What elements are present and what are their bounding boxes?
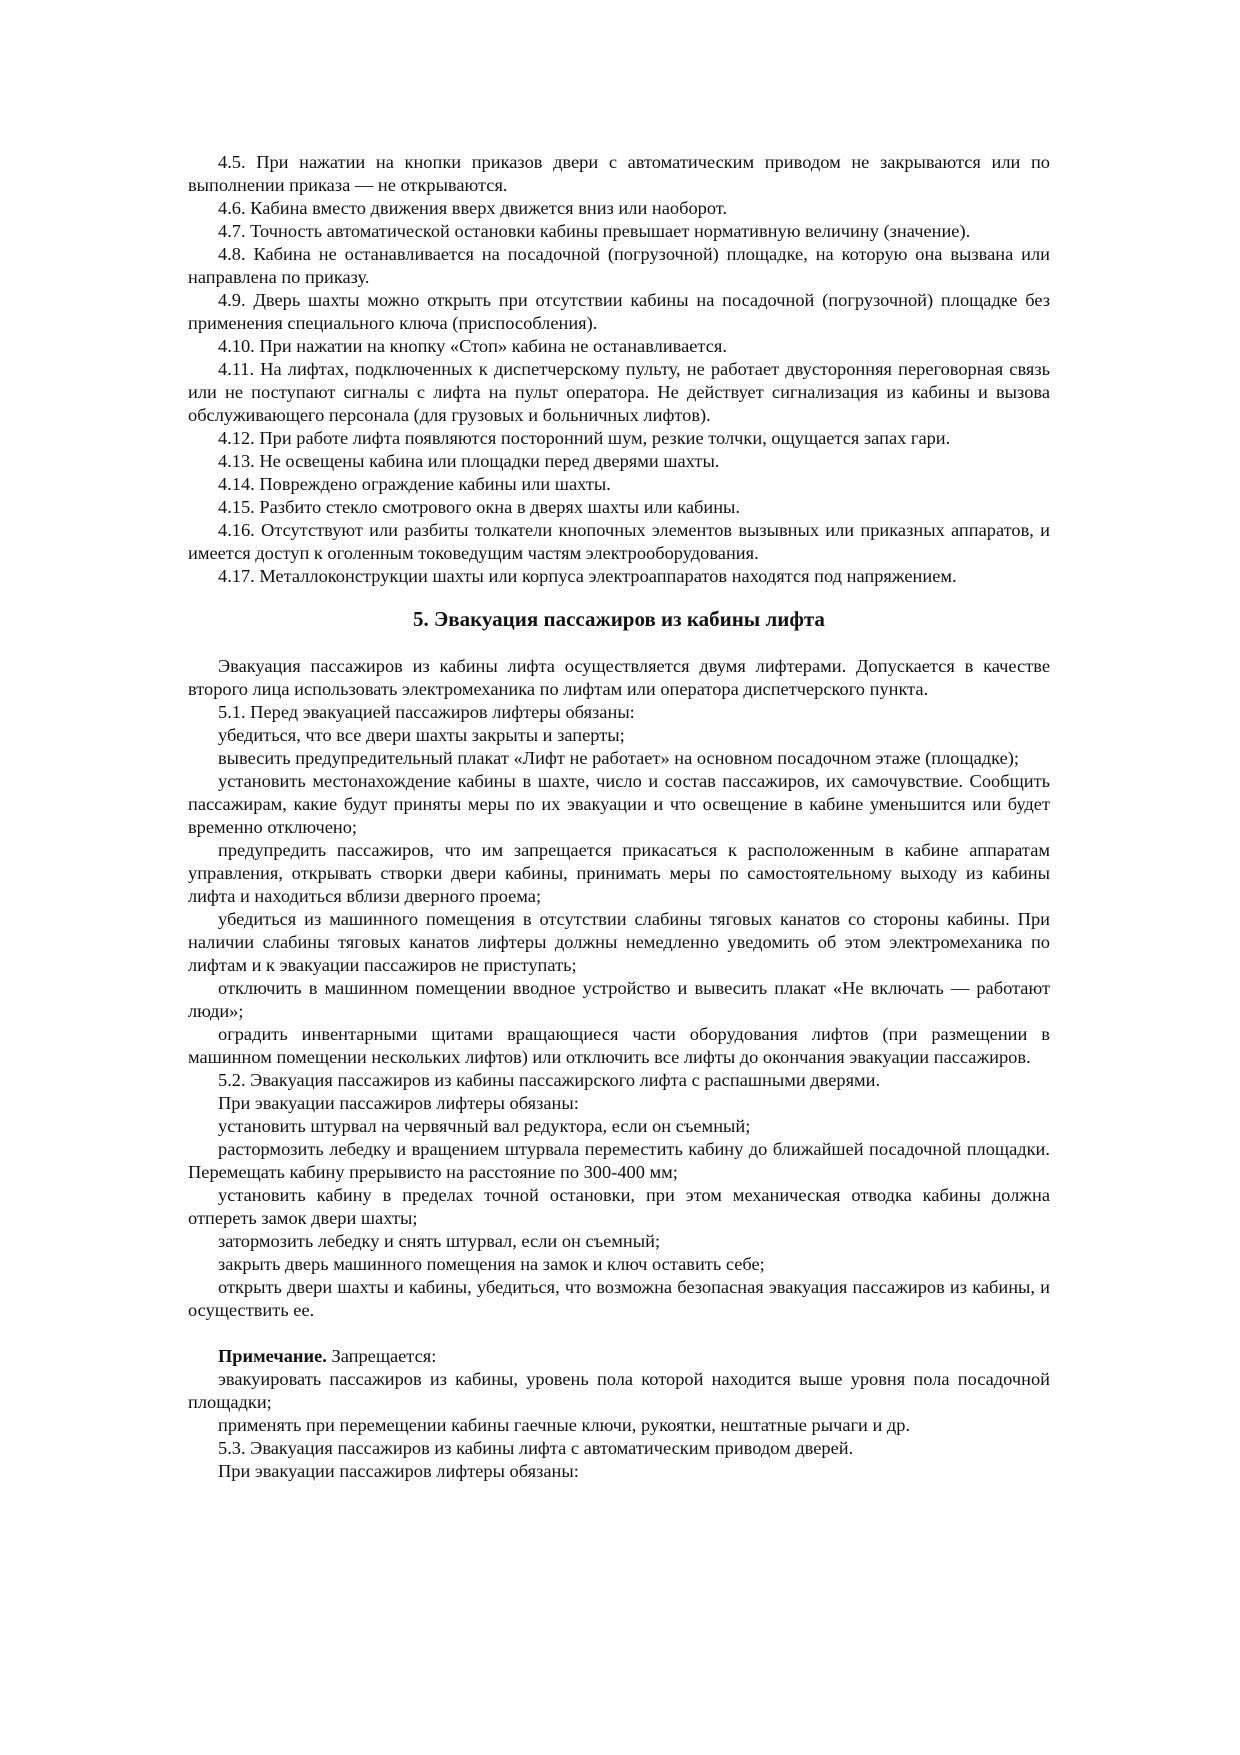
list-item-4-15: 4.15. Разбито стекло смотрового окна в дверях шахты или кабины.: [218, 497, 741, 517]
list-item-4-17: 4.17. Металлоконструкции шахты или корпуса электроаппаратов находятся под напряжением.: [218, 566, 957, 586]
section-5-3: [188, 1437, 1050, 1483]
paragraph: предупредить пассажиров, что им запрещается прикасаться к расположенным в кабине аппаратам управления, открывать створки двери кабины, принимать меры по самостоятельному выходу из кабины лифта и находиться вблизи дверного проема;: [188, 840, 1050, 906]
paragraph: отключить в машинном помещении вводное устройство и вывесить плакат «Не включать — работают люди»;: [188, 978, 1050, 1021]
spacer: [188, 1322, 1050, 1345]
list-item-4-5: 4.5. При нажатии на кнопки приказов двери с автоматическим приводом не закрываются или по выполнении приказа — не открываются.: [188, 152, 1050, 195]
paragraph: оградить инвентарными щитами вращающиеся части оборудования лифтов (при размещении в машинном помещении нескольких лифтов) или отключить все лифты до окончания эвакуации пассажиров.: [188, 1024, 1050, 1067]
list-item-4-7: 4.7. Точность автоматической остановки кабины превышает нормативную величину (значение).: [218, 221, 971, 241]
section-4-list: [188, 151, 1050, 588]
paragraph: вывесить предупредительный плакат «Лифт не работает» на основном посадочном этаже (площадке);: [218, 748, 1020, 768]
list-item-4-14: 4.14. Повреждено ограждение кабины или шахты.: [218, 474, 611, 494]
list-item-4-10: 4.10. При нажатии на кнопку «Стоп» кабина не останавливается.: [218, 336, 727, 356]
paragraph: затормозить лебедку и снять штурвал, если он съемный;: [218, 1231, 661, 1251]
note-label: Примечание.: [218, 1346, 327, 1366]
paragraph: 5.2. Эвакуация пассажиров из кабины пассажирского лифта с распашными дверями.: [218, 1070, 881, 1090]
paragraph: закрыть дверь машинного помещения на замок и ключ оставить себе;: [218, 1254, 765, 1274]
list-item-4-16: 4.16. Отсутствуют или разбиты толкатели кнопочных элементов вызывных или приказных аппаратов, и имеется доступ к оголенным токоведущим частям электрооборудования.: [188, 520, 1050, 563]
note-block: [188, 1345, 1050, 1437]
list-item-4-13: 4.13. Не освещены кабина или площадки перед дверями шахты.: [218, 451, 720, 471]
paragraph: При эвакуации пассажиров лифтеры обязаны:: [218, 1093, 579, 1113]
note-item: эвакуировать пассажиров из кабины, уровень пола которой находится выше уровня пола посадочной площадки;: [188, 1369, 1050, 1412]
paragraph: установить местонахождение кабины в шахте, число и состав пассажиров, их самочувствие. Сообщить пассажирам, какие будут приняты меры по их эвакуации и что освещение в кабине уменьшится или будет временно отключено;: [188, 771, 1050, 837]
paragraph: убедиться, что все двери шахты закрыты и заперты;: [218, 725, 625, 745]
note-text: Запрещается:: [326, 1346, 437, 1366]
paragraph: убедиться из машинного помещения в отсутствии слабины тяговых канатов со стороны кабины. При наличии слабины тяговых канатов лифтеры должны немедленно уведомить об этом электромеханика по лифтам и к эвакуации пассажиров не приступать;: [188, 909, 1050, 975]
paragraph: открыть двери шахты и кабины, убедиться, что возможна безопасная эвакуация пассажиров из кабины, и осуществить ее.: [188, 1277, 1050, 1320]
list-item-4-9: 4.9. Дверь шахты можно открыть при отсутствии кабины на посадочной (погрузочной) площадке без применения специального ключа (приспособления).: [188, 290, 1050, 333]
list-item-4-11: 4.11. На лифтах, подключенных к диспетчерскому пульту, не работает двусторонняя переговорная связь или не поступают сигналы с лифта на пульт оператора. Не действует сигнализация из кабины и вызова обслуживающего персонала (для грузовых и больничных лифтов).: [188, 359, 1050, 425]
paragraph: установить штурвал на червячный вал редуктора, если он съемный;: [218, 1116, 751, 1136]
paragraph: растормозить лебедку и вращением штурвала переместить кабину до ближайшей посадочной площадки. Перемещать кабину прерывисто на расстояние по 300-400 мм;: [188, 1139, 1050, 1182]
section-5-heading: 5. Эвакуация пассажиров из кабины лифта: [413, 607, 825, 631]
note-item: применять при перемещении кабины гаечные ключи, рукоятки, нештатные рычаги и др.: [218, 1415, 911, 1435]
paragraph: 5.1. Перед эвакуацией пассажиров лифтеры обязаны:: [218, 702, 635, 722]
paragraph: установить кабину в пределах точной остановки, при этом механическая отводка кабины должна отпереть замок двери шахты;: [188, 1185, 1050, 1228]
paragraph: При эвакуации пассажиров лифтеры обязаны:: [218, 1461, 579, 1481]
list-item-4-6: 4.6. Кабина вместо движения вверх движется вниз или наоборот.: [218, 198, 728, 218]
document-page: [188, 151, 1050, 1483]
note-heading: [188, 1345, 1050, 1368]
list-item-4-8: 4.8. Кабина не останавливается на посадочной (погрузочной) площадке, на которую она вызвана или направлена по приказу.: [188, 244, 1050, 287]
paragraph: 5.3. Эвакуация пассажиров из кабины лифта с автоматическим приводом дверей.: [218, 1438, 854, 1458]
list-item-4-12: 4.12. При работе лифта появляются посторонний шум, резкие толчки, ощущается запах гари.: [218, 428, 951, 448]
section-5-body: [188, 655, 1050, 1322]
paragraph: Эвакуация пассажиров из кабины лифта осуществляется двумя лифтерами. Допускается в качестве второго лица использовать электромеханика по лифтам или оператора диспетчерского пункта.: [188, 656, 1050, 699]
